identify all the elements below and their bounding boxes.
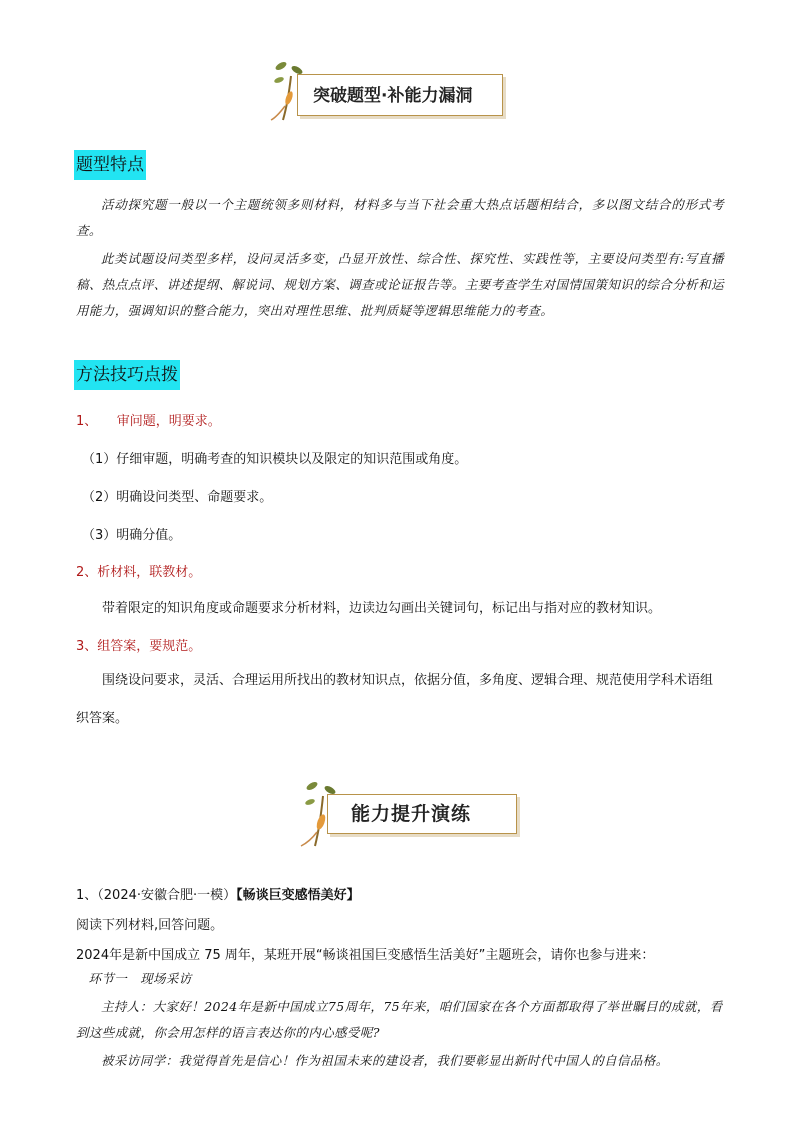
step-2-text: 带着限定的知识角度或命题要求分析材料，边读边勾画出关键词句，标记出与指对应的教材知识。 <box>102 601 662 616</box>
step-2-heading: 2、析材料，联教材。 <box>76 565 202 580</box>
question-header <box>76 884 360 903</box>
section-heading-methods: 方法技巧点拨 <box>74 360 180 390</box>
features-paragraph-2: 此类试题设问类型多样，设问灵活多变，凸显开放性、综合性、探究性、实践性等，主要设问类型有:写直播稿、热点点评、讲述提纲、解说词、规划方案、调查或论证报告等。主要考查学生对国情国策知识的综合分析和运用能力，强调知识的整合能力，突出对理性思维、批判质疑等逻辑思维能力的考查。 <box>76 251 724 318</box>
student-speech: 被采访同学：我觉得首先是信心！作为祖国未来的建设者，我们要彰显出新时代中国人的自信品格。 <box>101 1053 669 1068</box>
host-speech: 主持人：大家好！2024年是新中国成立75周年，75年来，咱们国家在各个方面都取得了举世瞩目的成就，看到这些成就，你会用怎样的语言表达你的内心感受呢? <box>76 999 723 1040</box>
features-paragraph-1: 活动探究题一般以一个主题统领多则材料，材料多与当下社会重大热点话题相结合，多以图文结合的形式考查。 <box>76 197 724 238</box>
section-heading-features: 题型特点 <box>74 150 146 180</box>
segment-title: 环节一 现场采访 <box>88 971 192 986</box>
step-3-heading: 3、组答案，要规范。 <box>76 639 202 654</box>
step-1-item-3: （3）明确分值。 <box>82 528 182 543</box>
banner-title: 能力提升演练 <box>351 802 472 825</box>
step-1-item-2: （2）明确设问类型、命题要求。 <box>82 490 273 505</box>
step-1-heading: 1、 审问题，明要求。 <box>76 414 221 429</box>
banner-title: 突破题型·补能力漏洞 <box>313 85 473 106</box>
question-number: 1、（2024·安徽合肥·一模） <box>76 888 237 903</box>
question-topic: 【畅谈巨变感悟美好】 <box>236 888 360 903</box>
section-banner-top <box>275 70 503 116</box>
question-instruction: 阅读下列材料,回答问题。 <box>76 918 224 933</box>
section-banner-bottom <box>305 790 517 834</box>
step-1-item-1: （1）仔细审题，明确考查的知识模块以及限定的知识范围或角度。 <box>82 452 468 467</box>
question-intro: 2024年是新中国成立 75 周年，某班开展“畅谈祖国巨变感悟生活美好”主题班会，请你也参与进来： <box>76 948 655 963</box>
step-3-text: 围绕设问要求，灵活、合理运用所找出的教材知识点，依据分值，多角度、逻辑合理、规范使用学科术语组织答案。 <box>76 673 714 726</box>
